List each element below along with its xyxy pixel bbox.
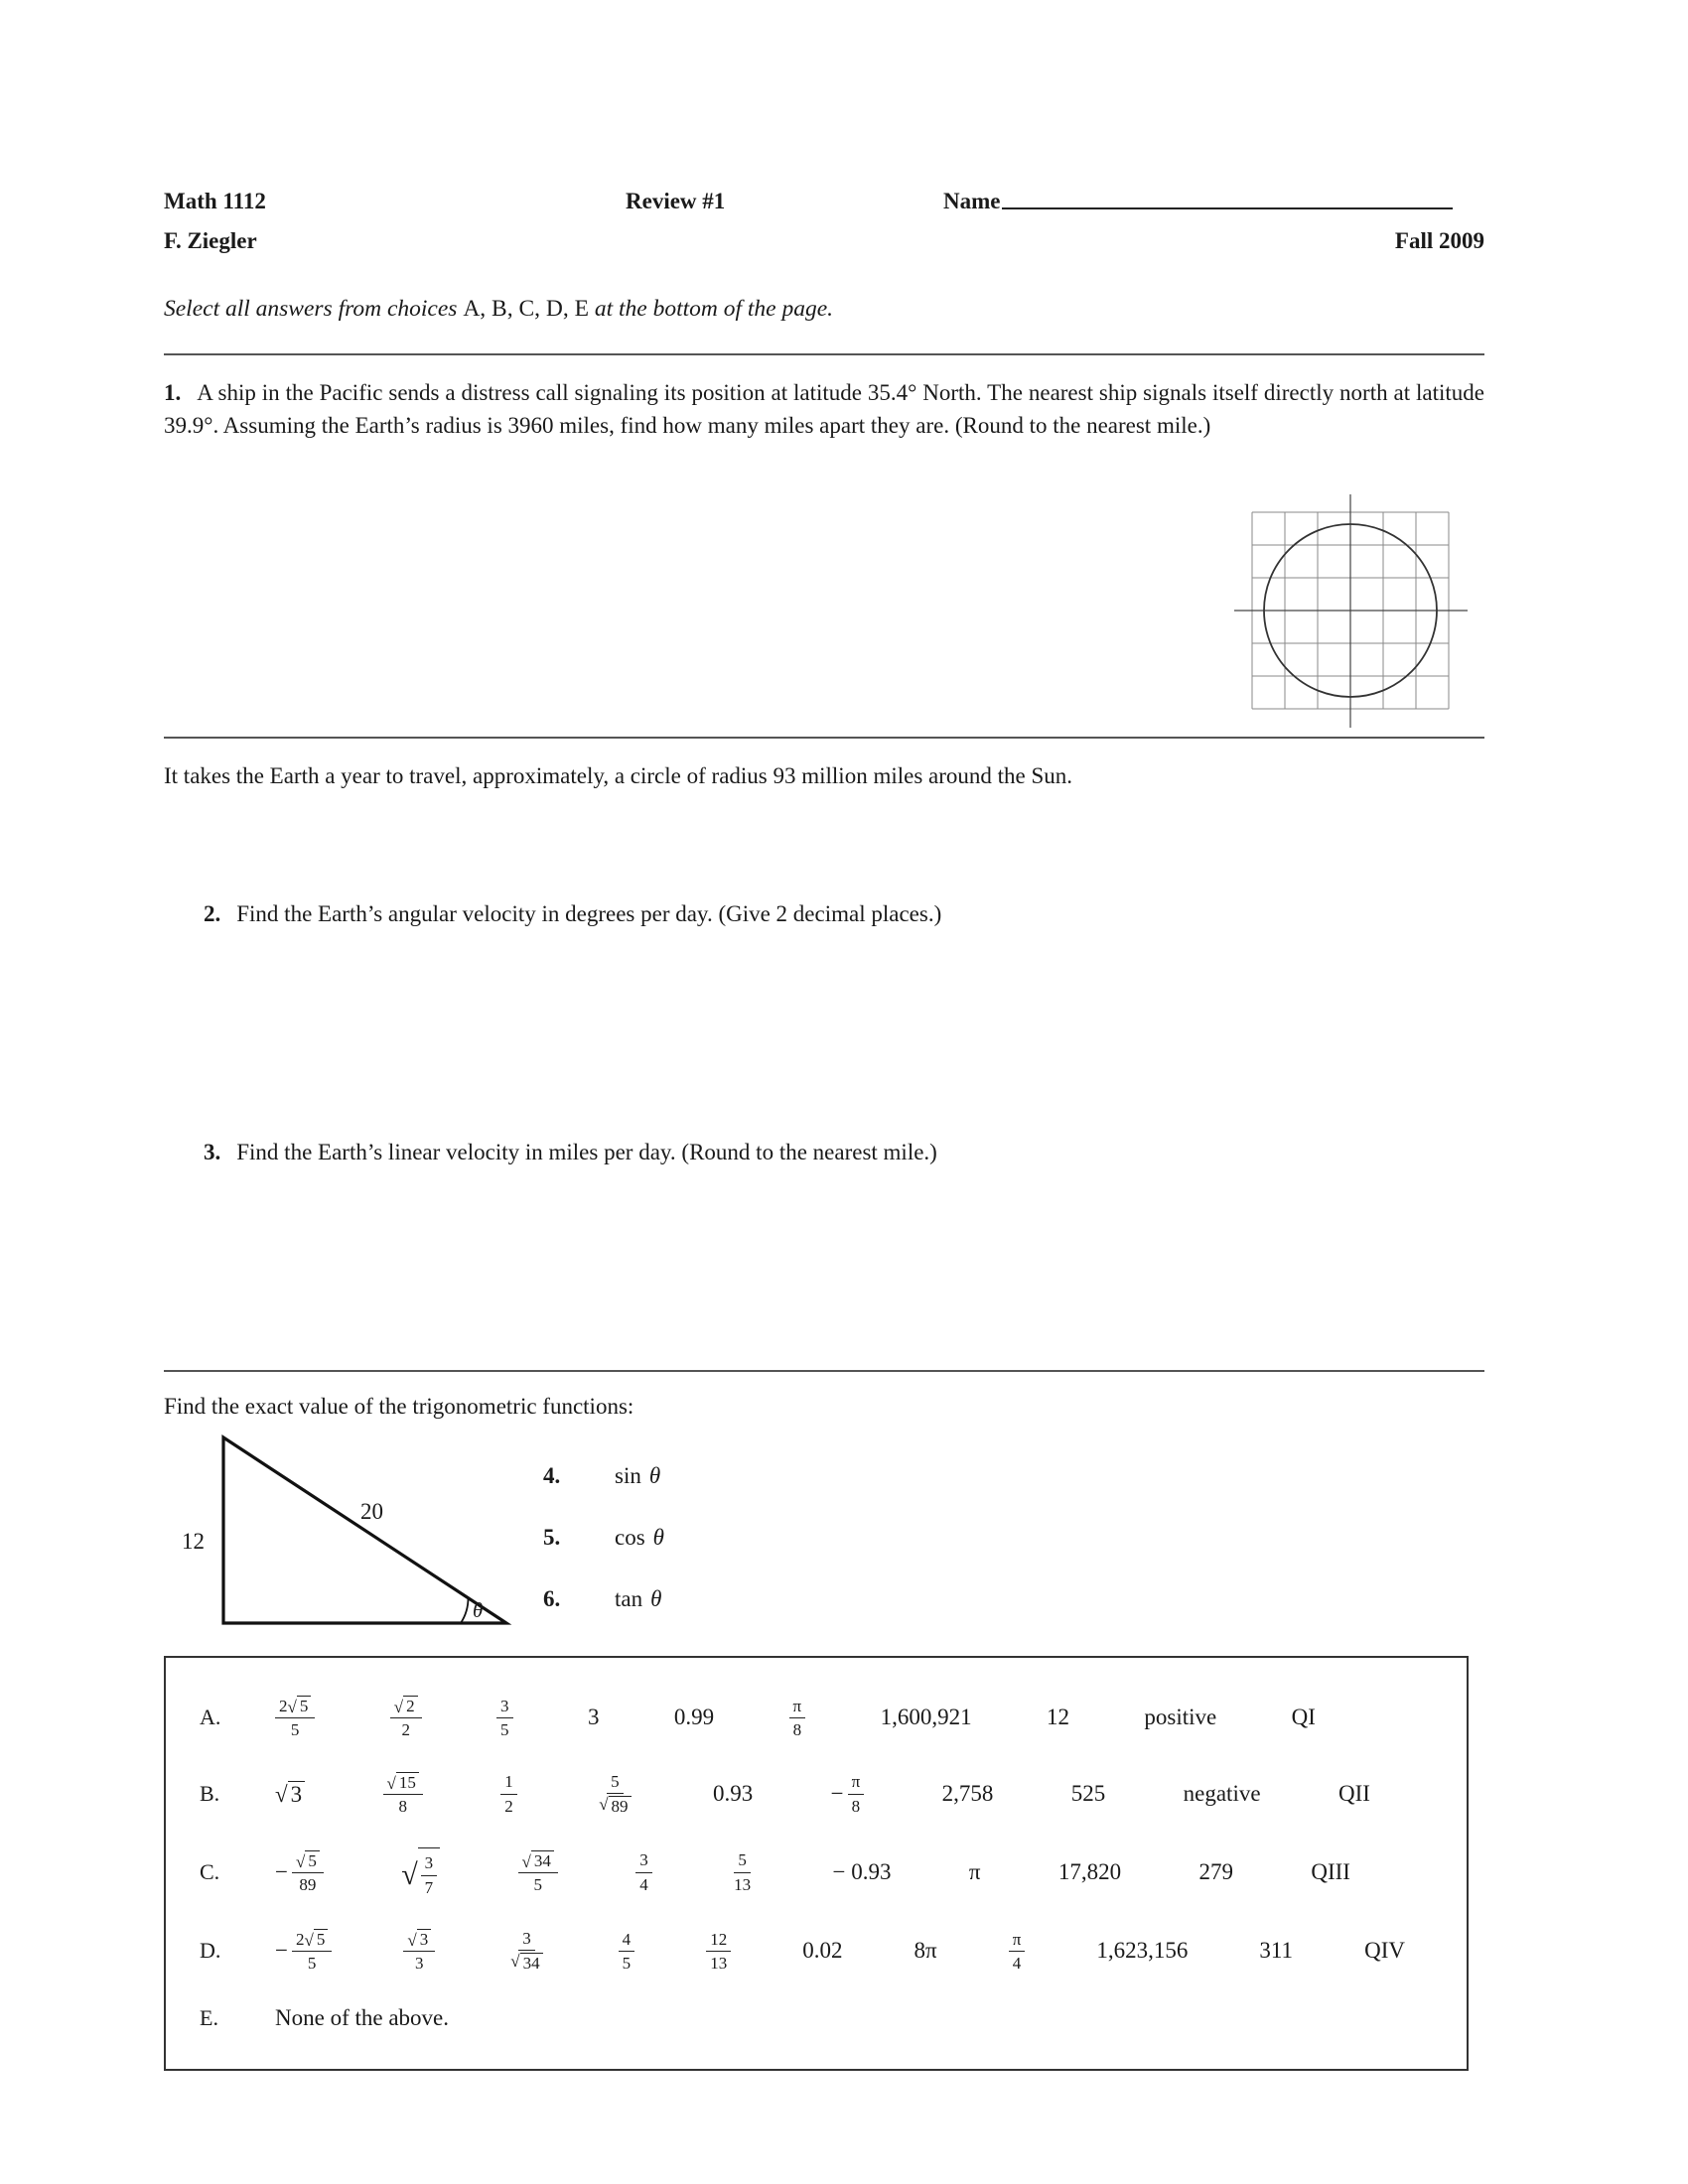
answer-cell: − $\frac{\pi}{8}$ [831,1772,865,1815]
answer-cell: $\frac{4}{5}$ [619,1930,635,1973]
answer-cell: 311 [1259,1938,1294,1964]
trig-variable: θ [648,1463,661,1488]
horizontal-rule [164,353,1484,355]
answer-cell: 0.99 [673,1705,715,1730]
answer-cell: √ 3 3 [403,1929,435,1973]
triangle-figure [164,1428,541,1641]
answer-cell: 1,600,921 [880,1705,972,1730]
answer-cell: − 2 √ 5 5 [275,1929,332,1973]
trig-variable: θ [650,1586,662,1611]
term-label: Fall 2009 [1394,228,1484,253]
answer-cell: $\frac{12}{13}$ [706,1930,731,1973]
problem-2-number: 2. [204,901,221,926]
answer-row-cells [275,1696,1445,1739]
answer-cell: √ 34 5 [518,1850,558,1894]
answer-row-cells [275,1847,1445,1896]
content-column [164,0,1484,2184]
problem-1-text: A ship in the Pacific sends a distress call signaling its position at latitude 35.4° North. The nearest ship signals itself directly north at latitude 39.9°. Assuming the Earth’s radius is 3960 miles, find how many miles apart they are. (Round to the nearest mile.) [164,380,1484,438]
answer-cell: − 0.93 [832,1859,892,1885]
answer-cell: 5 √ 89 [595,1772,634,1816]
angle-arc [461,1598,469,1623]
answer-cell: positive [1144,1705,1217,1730]
answer-cell: $\frac{3}{5}$ [496,1697,513,1739]
course-title: Math 1112 [164,189,266,213]
answer-cell: 1,623,156 [1096,1938,1189,1964]
answer-cell: √ 2 2 [390,1696,422,1739]
answer-row-cells [275,2005,1445,2031]
instruction-choices: A, B, C, D, E [463,296,589,322]
horizontal-rule [164,737,1484,739]
answer-cell: 2,758 [941,1781,994,1806]
answer-cell: $\frac{1}{2}$ [500,1772,517,1815]
problem-3 [204,1137,1435,1168]
answer-cell: π [968,1859,981,1885]
answer-row-label: C. [200,1859,220,1885]
answer-cell: QIII [1311,1859,1350,1885]
answer-cell: QIV [1364,1938,1405,1964]
name-blank-line [1002,207,1453,209]
trig-item-number: 4. [543,1463,561,1488]
triangle-hypotenuse-label: 20 [360,1499,383,1524]
answer-cell: QII [1337,1781,1370,1806]
triangle-leg-label: 12 [182,1529,205,1554]
trig-function: sin [615,1463,641,1488]
answer-row [200,1847,1445,1896]
header-line-2 [164,228,1484,254]
instruction-post: at the bottom of the page. [588,296,834,322]
answer-cell: $\frac{\pi}{4}$ [1009,1930,1026,1973]
name-field [943,189,1453,214]
answer-cell: 525 [1070,1781,1106,1806]
instructions-text [164,296,833,323]
trig-function: tan [615,1586,643,1611]
answer-cell: √ $\frac{3}{7}$ [401,1847,440,1896]
answer-cell: √ 15 8 [383,1772,423,1816]
answer-cell: 0.02 [802,1938,843,1964]
answer-cell: $\frac{5}{13}$ [734,1850,752,1894]
answer-cell: 17,820 [1057,1859,1122,1885]
answer-cell: 279 [1198,1859,1233,1885]
answer-row-cells [275,1772,1445,1816]
header-line-1 [164,189,1484,222]
instruction-pre: Select all answers from choices [164,296,464,322]
trig-item-5 [543,1525,664,1551]
answer-row [200,2005,1445,2031]
problem-3-text: Find the Earth’s linear velocity in miles per day. (Round to the nearest mile.) [236,1140,937,1164]
answer-row-label: D. [200,1938,221,1964]
answer-row-label: B. [200,1781,220,1806]
answer-row [200,1929,1445,1973]
problem-1 [164,377,1484,442]
trig-section-heading: Find the exact value of the trigonometric functions: [164,1394,634,1419]
problem-3-number: 3. [204,1140,221,1164]
answer-cell: √ 3 [275,1781,305,1808]
problem-1-number: 1. [164,380,182,405]
trig-item-number: 6. [543,1586,561,1611]
trig-item-6 [543,1586,664,1612]
answer-cell: None of the above. [275,2004,449,2030]
answer-row [200,1696,1445,1739]
trig-item-4 [543,1463,664,1489]
problem-2 [204,898,1435,930]
earth-intro-text: It takes the Earth a year to travel, approximately, a circle of radius 93 million miles around the Sun. [164,763,1073,788]
answer-cell: 0.93 [712,1781,754,1806]
trig-function: cos [615,1525,645,1550]
answer-row [200,1772,1445,1816]
answer-choices-box [164,1656,1469,2071]
answer-cell: 12 [1046,1705,1069,1730]
instructor-name: F. Ziegler [164,228,257,253]
trig-variable: θ [652,1525,664,1550]
problem-2-text: Find the Earth’s angular velocity in degrees per day. (Give 2 decimal places.) [236,901,942,926]
answer-cell: − √ 5 89 [275,1850,324,1894]
horizontal-rule [164,1370,1484,1372]
trig-item-number: 5. [543,1525,561,1550]
answer-cell: 8π [914,1938,937,1964]
name-label: Name [943,189,1001,213]
review-title: Review #1 [626,189,726,213]
answer-cell: $\frac{\pi}{8}$ [789,1697,806,1739]
answer-cell: 3 √ 34 [506,1929,546,1973]
trig-items [543,1463,664,1612]
answer-cell: $\frac{3}{4}$ [635,1850,652,1893]
answer-cell: 2 √ 5 5 [275,1696,315,1739]
answer-cell: QI [1291,1705,1316,1730]
triangle-outline [223,1437,506,1623]
answer-row-label: A. [200,1705,221,1730]
answer-cell: negative [1183,1781,1261,1806]
globe-figure [1234,494,1468,728]
answer-cell: 3 [587,1705,600,1730]
answer-row-label: E. [200,2004,218,2030]
triangle-angle-label: θ [473,1598,484,1622]
answer-row-cells [275,1929,1445,1973]
